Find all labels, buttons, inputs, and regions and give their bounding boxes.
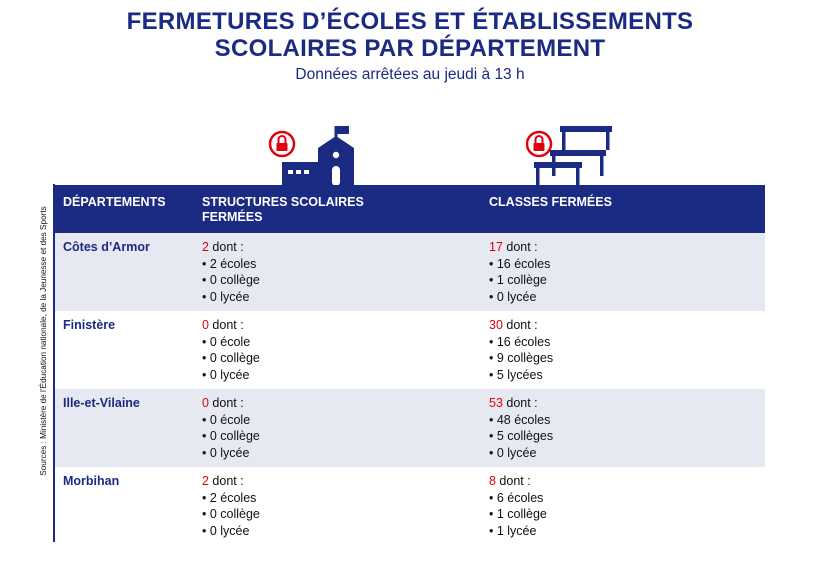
header-classes: CLASSES FERMÉES [481, 185, 765, 233]
table-row [55, 389, 765, 467]
list-item: • 0 collège [202, 507, 260, 521]
department-name: Morbihan [63, 474, 120, 488]
structures-cell [194, 233, 481, 311]
list-item: • 0 lycée [489, 445, 537, 460]
structures-count: 0 [202, 396, 209, 410]
list-item: • 48 écoles [489, 412, 551, 427]
department-name: Finistère [63, 318, 116, 332]
list-item: • 0 lycée [489, 289, 537, 304]
classes-cell [481, 233, 765, 311]
table-row [55, 233, 765, 311]
list-item: • 0 lycée [202, 445, 250, 460]
header-structures: STRUCTURES SCOLAIRES FERMÉES [194, 185, 481, 233]
structures-count: 2 [202, 474, 209, 488]
list-item: • 0 collège [202, 351, 260, 365]
structures-cell [194, 311, 481, 389]
department-name: Ille-et-Vilaine [55, 389, 194, 467]
structures-suffix: dont : [208, 474, 244, 488]
classes-count: 30 [489, 318, 503, 332]
classes-suffix: dont : [502, 396, 538, 410]
classes-suffix: dont : [495, 474, 531, 488]
list-item: • 0 école [202, 334, 251, 349]
list-item: • 0 lycée [202, 289, 250, 304]
list-item: • 16 écoles [489, 334, 551, 349]
subtitle: Données arrêtées au jeudi à 13 h [295, 66, 525, 83]
school-desks-lock-icon [526, 124, 618, 188]
structures-suffix: dont : [208, 240, 244, 254]
list-item: • 1 collège [489, 273, 547, 287]
list-item: • 16 écoles [489, 256, 551, 271]
classes-count: 8 [489, 474, 496, 488]
table-row [55, 467, 765, 545]
list-item: • 0 école [202, 412, 251, 427]
classes-count: 17 [489, 240, 503, 254]
structures-cell [194, 389, 481, 467]
classes-cell [481, 311, 765, 389]
classes-suffix: dont : [502, 318, 538, 332]
structures-cell [194, 467, 481, 545]
list-item: • 0 lycée [202, 367, 250, 382]
classes-suffix: dont : [502, 240, 538, 254]
header-departements: DÉPARTEMENTS [55, 185, 194, 233]
title-line-2: SCOLAIRES PAR DÉPARTEMENT [214, 35, 606, 62]
list-item: • 2 écoles [202, 490, 257, 505]
list-item: • 5 collèges [489, 429, 554, 443]
list-item: • 1 collège [489, 507, 547, 521]
structures-suffix: dont : [208, 396, 244, 410]
classes-cell [481, 389, 765, 467]
list-item: • 1 lycée [489, 523, 537, 538]
list-item: • 6 écoles [489, 490, 544, 505]
table-row [55, 311, 765, 389]
title-line-1: FERMETURES D’ÉCOLES ET ÉTABLISSEMENTS [126, 8, 694, 35]
list-item: • 0 collège [202, 273, 260, 287]
list-item: • 5 lycées [489, 367, 543, 382]
structures-suffix: dont : [208, 318, 244, 332]
classes-cell [481, 467, 765, 545]
list-item: • 9 collèges [489, 351, 554, 365]
closures-table [55, 185, 765, 545]
list-item: • 0 lycée [202, 523, 250, 538]
department-name: Côtes d’Armor [55, 233, 194, 311]
classes-count: 53 [489, 396, 503, 410]
page-title [0, 8, 820, 62]
list-item: • 0 collège [202, 429, 260, 443]
table-header-row [55, 185, 765, 233]
source-note: Sources : Ministère de l’Éducation nationale, de la Jeunesse et des Sports [39, 206, 48, 476]
school-building-lock-icon [268, 124, 370, 186]
structures-count: 2 [202, 240, 209, 254]
structures-count: 0 [202, 318, 209, 332]
list-item: • 2 écoles [202, 256, 257, 271]
